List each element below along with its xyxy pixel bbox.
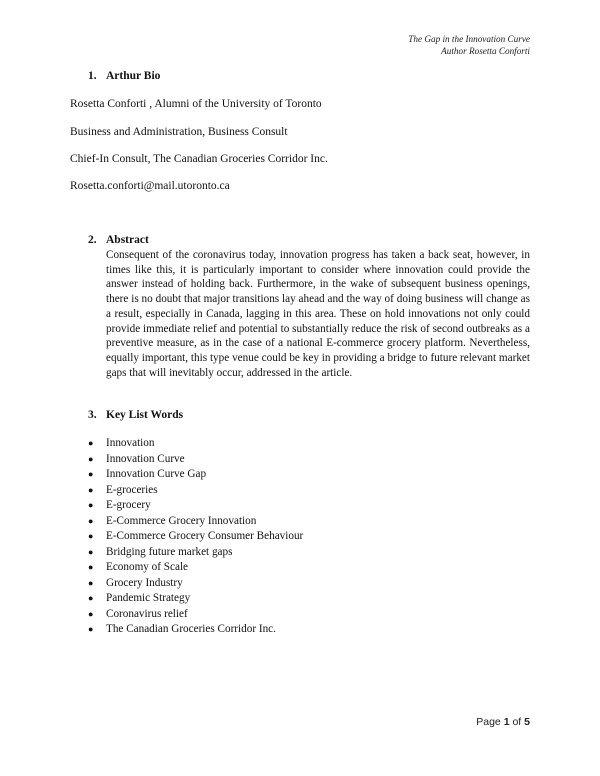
bullet-icon: ● bbox=[88, 515, 94, 526]
section-title: Abstract bbox=[106, 234, 149, 246]
section-heading-keywords bbox=[88, 409, 183, 421]
keyword-text: Coronavirus relief bbox=[106, 607, 188, 620]
keyword-list-item bbox=[88, 498, 303, 514]
bullet-icon: ● bbox=[88, 500, 94, 510]
keyword-list-item bbox=[88, 560, 303, 576]
abstract-paragraph: Consequent of the coronavirus today, innovation progress has taken a back seat, however, in times like this, it is particularly important to consider where innovation could provide the answer instead of holding back. Furthermore, in the wake of subsequent business openings, there is no doubt that major transitions lay ahead and the way of doing business will change as a result, especially in Canada, lagging in this area. These on hold innovations not only could provide immediate relief and potential to substantially reduce the risk of second outbreaks as a preventive measure, as in the case of a national E-commerce grocery platform. Nevertheless, equally important, this type venue could be key in providing a bridge to future relevant market gaps that will inevitably occur, addressed in the article. bbox=[106, 249, 530, 379]
keyword-text: Bridging future market gaps bbox=[106, 545, 233, 558]
bullet-icon: ● bbox=[88, 438, 94, 448]
keyword-text: Pandemic Strategy bbox=[106, 592, 191, 604]
bullet-icon: ● bbox=[88, 624, 94, 634]
keyword-text: The Canadian Groceries Corridor Inc. bbox=[106, 623, 276, 635]
keyword-list-item bbox=[88, 545, 303, 561]
bio-line-name: Rosetta Conforti , Alumni of the University of Toronto bbox=[70, 98, 322, 110]
bullet-icon: ● bbox=[88, 469, 94, 479]
keyword-list-item bbox=[88, 483, 303, 499]
keyword-list-item bbox=[88, 467, 303, 483]
bullet-icon: ● bbox=[88, 593, 94, 603]
bullet-icon: ● bbox=[88, 484, 94, 495]
of-word: of bbox=[512, 716, 522, 728]
keyword-text: Innovation Curve bbox=[106, 452, 185, 465]
header-title: The Gap in the Innovation Curve bbox=[408, 34, 530, 44]
total-pages: 5 bbox=[524, 716, 530, 728]
section-number: 3. bbox=[88, 409, 97, 421]
section-number: 2. bbox=[88, 234, 97, 246]
section-title: Key List Words bbox=[106, 409, 184, 421]
bio-line-role: Chief-In Consult, The Canadian Groceries Corridor Inc. bbox=[70, 153, 328, 165]
keyword-list-item bbox=[88, 576, 303, 592]
bio-line-email: Rosetta.conforti@mail.utoronto.ca bbox=[70, 180, 230, 192]
section-heading-abstract bbox=[88, 234, 149, 246]
bullet-icon: ● bbox=[88, 453, 94, 464]
running-header bbox=[408, 34, 530, 57]
keyword-text: E-grocery bbox=[106, 499, 151, 511]
bullet-icon: ● bbox=[88, 531, 94, 541]
bullet-icon: ● bbox=[88, 546, 94, 557]
page-word: Page bbox=[476, 716, 501, 728]
keyword-text: E-Commerce Grocery Innovation bbox=[106, 514, 257, 527]
keyword-text: E-groceries bbox=[106, 483, 158, 496]
keyword-list-item bbox=[88, 529, 303, 545]
keyword-list-item bbox=[88, 591, 303, 607]
keyword-text: Grocery Industry bbox=[106, 576, 183, 589]
page-number-footer bbox=[476, 716, 530, 728]
header-author: Author Rosetta Conforti bbox=[441, 45, 530, 56]
keyword-text: E-Commerce Grocery Consumer Behaviour bbox=[106, 530, 304, 542]
current-page: 1 bbox=[503, 716, 510, 728]
keyword-list-item bbox=[88, 436, 303, 452]
keyword-list-item bbox=[88, 607, 303, 623]
keyword-text: Innovation bbox=[106, 437, 155, 449]
keyword-text: Innovation Curve Gap bbox=[106, 468, 207, 480]
keyword-list bbox=[88, 436, 303, 638]
keyword-list-item bbox=[88, 622, 303, 638]
bullet-icon: ● bbox=[88, 608, 94, 619]
section-heading-bio bbox=[88, 70, 160, 82]
bullet-icon: ● bbox=[88, 562, 94, 572]
bullet-icon: ● bbox=[88, 577, 94, 588]
section-title: Arthur Bio bbox=[106, 70, 161, 82]
section-number: 1. bbox=[88, 70, 97, 82]
keyword-text: Economy of Scale bbox=[106, 561, 189, 573]
keyword-list-item bbox=[88, 514, 303, 530]
keyword-list-item bbox=[88, 452, 303, 468]
bio-line-field: Business and Administration, Business Consult bbox=[70, 126, 288, 138]
